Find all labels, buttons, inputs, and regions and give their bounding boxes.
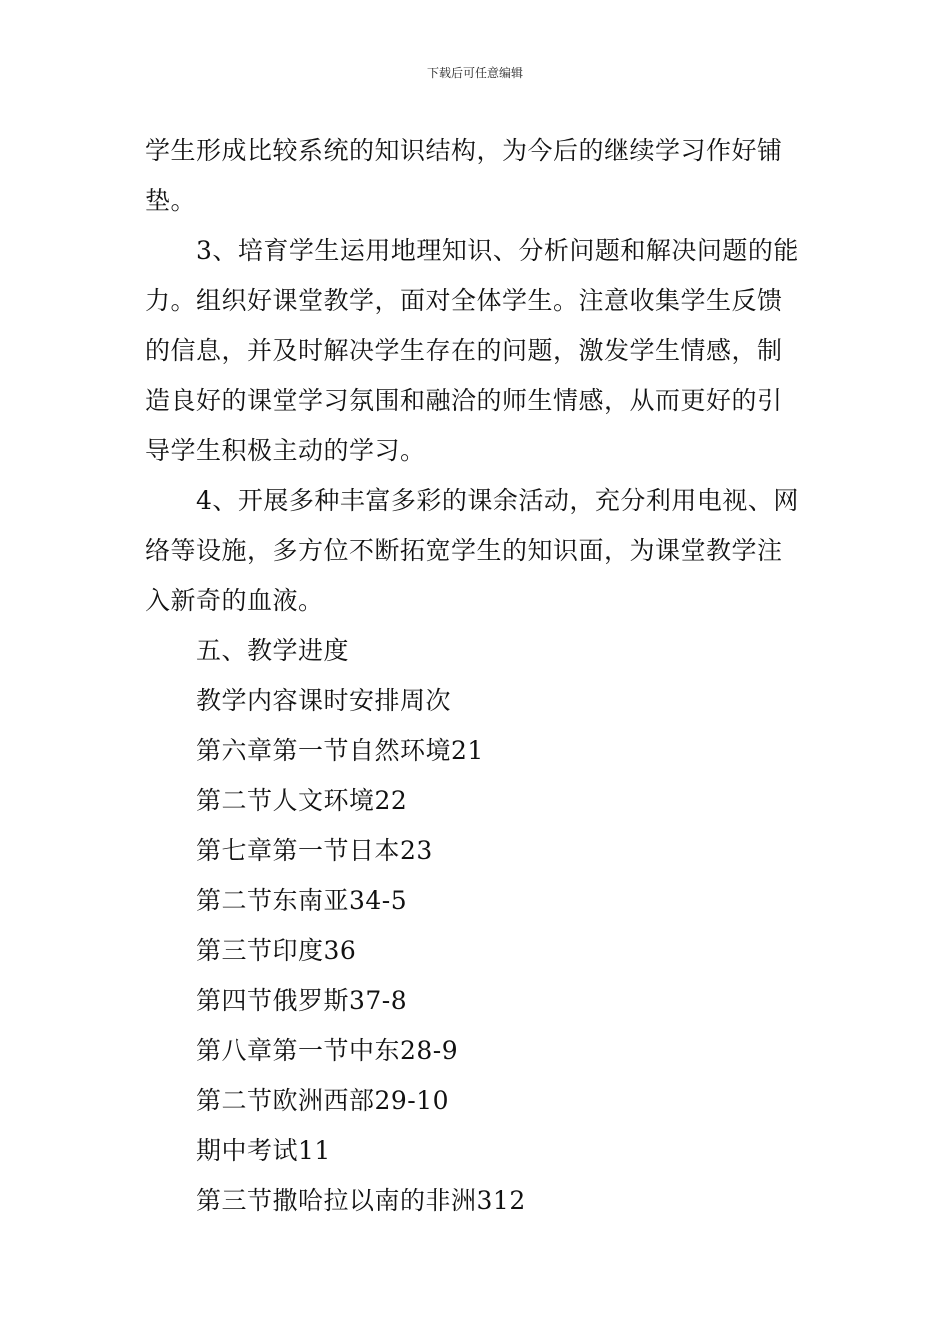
section-heading: 五、教学进度 <box>196 636 350 665</box>
schedule-item: 第二节人文环境22 <box>196 786 408 815</box>
schedule-item: 第三节撒哈拉以南的非洲312 <box>196 1186 526 1215</box>
page-header: 下载后可任意编辑 <box>426 66 523 80</box>
paragraph-line: 3、培育学生运用地理知识、分析问题和解决问题的能 <box>196 236 799 265</box>
schedule-item: 第七章第一节日本23 <box>196 836 433 865</box>
schedule-item: 第三节印度36 <box>196 936 357 965</box>
schedule-item: 第六章第一节自然环境21 <box>196 736 484 765</box>
schedule-item: 第八章第一节中东28-9 <box>196 1036 459 1065</box>
paragraph-line: 的信息，并及时解决学生存在的问题，激发学生情感，制 <box>145 336 783 365</box>
paragraph-line: 造良好的课堂学习氛围和融洽的师生情感，从而更好的引 <box>145 386 783 415</box>
paragraph-line: 导学生积极主动的学习。 <box>145 436 426 465</box>
paragraph-line: 络等设施，多方位不断拓宽学生的知识面，为课堂教学注 <box>145 536 783 565</box>
document-body <box>145 126 805 1226</box>
paragraph-line: 垫。 <box>145 186 197 215</box>
schedule-item: 期中考试11 <box>196 1136 331 1165</box>
paragraph-line: 学生形成比较系统的知识结构，为今后的继续学习作好铺 <box>145 136 783 165</box>
schedule-header: 教学内容课时安排周次 <box>196 686 452 715</box>
schedule-item: 第二节东南亚34-5 <box>196 886 408 915</box>
paragraph-line: 力。组织好课堂教学，面对全体学生。注意收集学生反馈 <box>145 286 783 315</box>
paragraph-line: 4、开展多种丰富多彩的课余活动，充分利用电视、网 <box>196 486 799 515</box>
schedule-item: 第二节欧洲西部29-10 <box>196 1086 450 1115</box>
paragraph-line: 入新奇的血液。 <box>145 586 324 615</box>
schedule-item: 第四节俄罗斯37-8 <box>196 986 408 1015</box>
